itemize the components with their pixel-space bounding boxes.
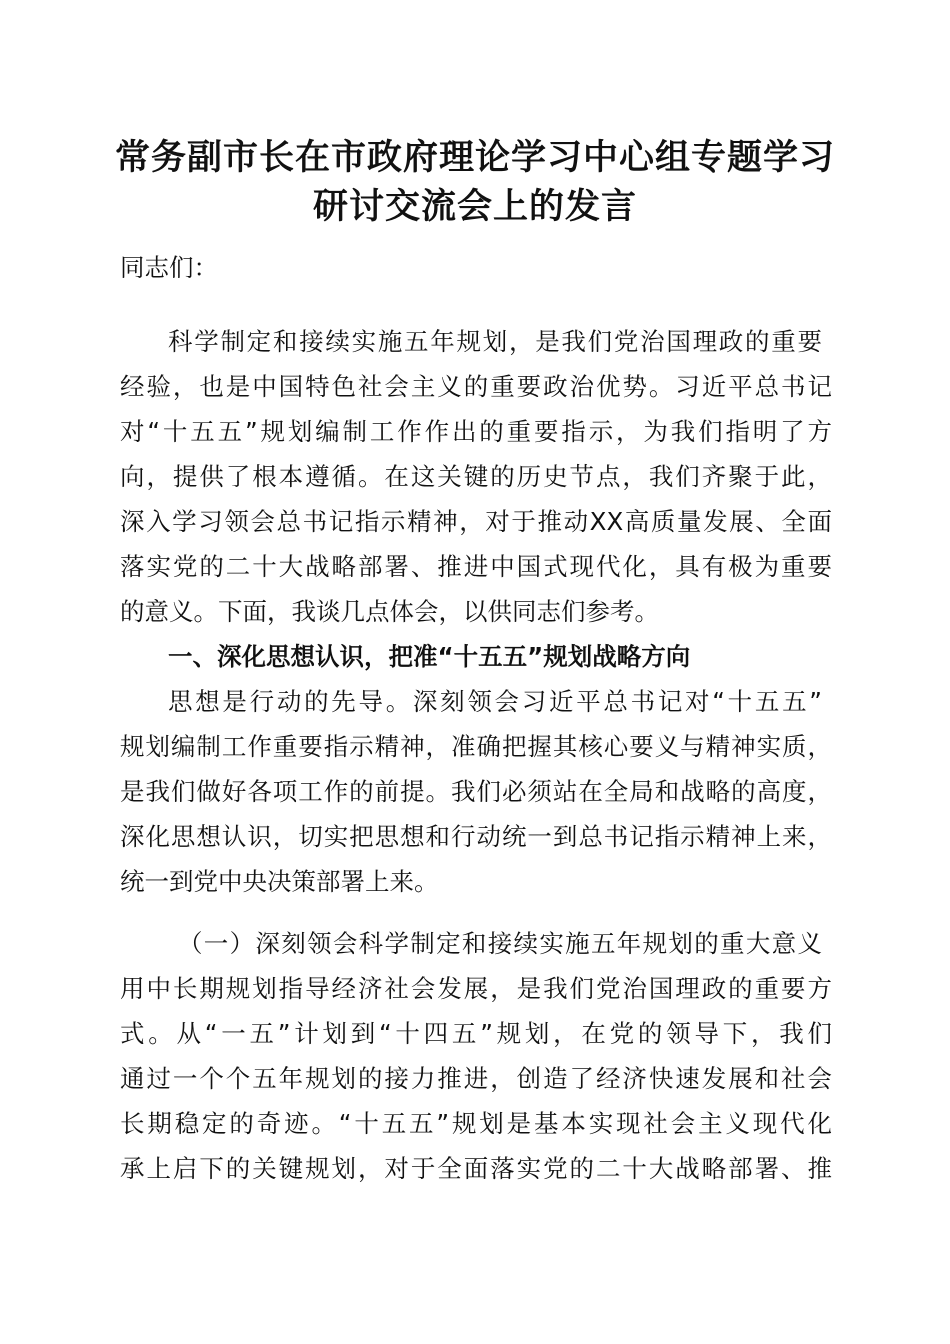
paragraph-line: 思想是行动的先导。深刻领会习近平总书记对“十五五” [168,687,822,716]
paragraph-line: 用中长期规划指导经济社会发展，是我们党治国理政的重要方 [120,974,832,1003]
section-heading: 一、深化思想认识，把准“十五五”规划战略方向 [168,642,691,671]
paragraph-line: 落实党的二十大战略部署、推进中国式现代化，具有极为重要 [120,552,832,581]
paragraph-line: 经验，也是中国特色社会主义的重要政治优势。习近平总书记 [120,372,832,401]
paragraph-line: 规划编制工作重要指示精神，准确把握其核心要义与精神实质， [120,732,832,761]
paragraph-line: 统一到党中央决策部署上来。 [120,867,439,896]
paragraph-line: 对“十五五”规划编制工作作出的重要指示，为我们指明了方 [120,417,832,446]
paragraph-line: 向，提供了根本遵循。在这关键的历史节点，我们齐聚于此， [120,462,832,491]
subsection-heading: （一）深刻领会科学制定和接续实施五年规划的重大意义 [178,929,822,958]
document-title-line-2: 研讨交流会上的发言 [312,186,637,227]
paragraph-line: 的意义。下面，我谈几点体会，以供同志们参考。 [120,597,659,626]
paragraph-line: 科学制定和接续实施五年规划，是我们党治国理政的重要 [168,327,822,356]
paragraph-line: 通过一个个五年规划的接力推进，创造了经济快速发展和社会 [120,1064,832,1093]
salutation: 同志们： [120,253,218,282]
paragraph-line: 深入学习领会总书记指示精神，对于推动XX高质量发展、全面 [120,507,832,536]
paragraph-line: 式。从“一五”计划到“十四五”规划，在党的领导下，我们 [120,1019,832,1048]
paragraph-line: 长期稳定的奇迹。“十五五”规划是基本实现社会主义现代化 [120,1109,832,1138]
paragraph-line: 是我们做好各项工作的前提。我们必须站在全局和战略的高度， [120,777,832,806]
paragraph-line: 承上启下的关键规划，对于全面落实党的二十大战略部署、推 [120,1154,832,1183]
paragraph-line: 深化思想认识，切实把思想和行动统一到总书记指示精神上来， [120,822,832,851]
document-title-line-1: 常务副市长在市政府理论学习中心组专题学习 [114,137,835,178]
